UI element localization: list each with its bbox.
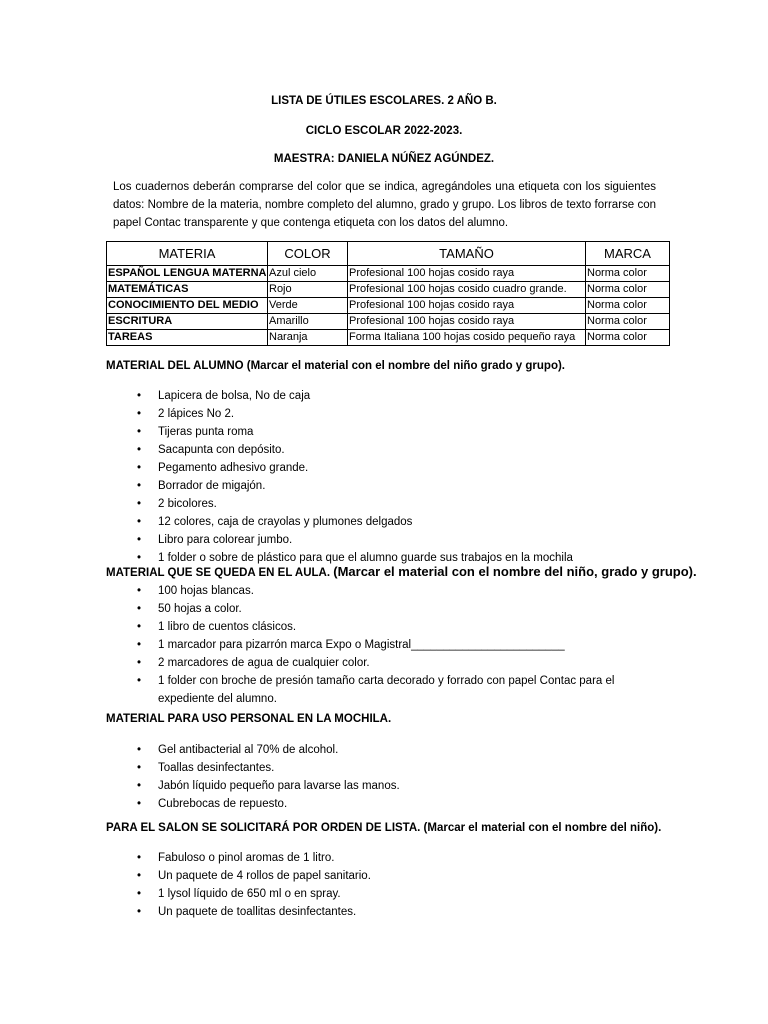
cell-color: Amarillo bbox=[268, 314, 348, 330]
list-item: • 2 lápices No 2. bbox=[134, 405, 628, 423]
bullet-icon: • bbox=[136, 426, 142, 438]
list-item: • 1 folder o sobre de plástico para que el alumno guarde sus trabajos en la mochila bbox=[134, 549, 628, 567]
bullet-icon: • bbox=[136, 603, 142, 615]
list-item: • Gel antibacterial al 70% de alcohol. bbox=[134, 741, 628, 759]
list-item: • Pegamento adhesivo grande. bbox=[134, 459, 628, 477]
cell-tamano: Profesional 100 hojas cosido raya bbox=[348, 314, 586, 330]
cell-tamano: Forma Italiana 100 hojas cosido pequeño raya bbox=[348, 330, 586, 346]
table-row bbox=[107, 314, 670, 330]
bullet-icon: • bbox=[136, 657, 142, 669]
list-item: • Fabuloso o pinol aromas de 1 litro. bbox=[134, 849, 628, 867]
bullet-icon: • bbox=[136, 444, 142, 456]
bullet-icon: • bbox=[136, 852, 142, 864]
bullet-icon: • bbox=[136, 480, 142, 492]
list-item: • Un paquete de 4 rollos de papel sanitario. bbox=[134, 867, 628, 885]
school-cycle: CICLO ESCOLAR 2022-2023. bbox=[305, 125, 463, 137]
list-item: • 2 marcadores de agua de cualquier color. bbox=[134, 654, 628, 672]
table-header-row bbox=[107, 242, 670, 266]
cell-marca: Norma color bbox=[586, 330, 670, 346]
bullet-icon: • bbox=[136, 798, 142, 810]
list-mochila bbox=[134, 741, 628, 813]
document-title: LISTA DE ÚTILES ESCOLARES. 2 AÑO B. bbox=[271, 95, 497, 107]
bullet-icon: • bbox=[136, 744, 142, 756]
list-item: • Toallas desinfectantes. bbox=[134, 759, 628, 777]
bullet-icon: • bbox=[136, 639, 142, 651]
cell-color: Rojo bbox=[268, 282, 348, 298]
cell-materia: CONOCIMIENTO DEL MEDIO bbox=[107, 298, 268, 314]
list-item: • Cubrebocas de repuesto. bbox=[134, 795, 628, 813]
cell-color: Verde bbox=[268, 298, 348, 314]
list-item: • 1 lysol líquido de 650 ml o en spray. bbox=[134, 885, 628, 903]
section-title-mochila: MATERIAL PARA USO PERSONAL EN LA MOCHILA. bbox=[106, 713, 392, 725]
list-aula bbox=[134, 582, 628, 708]
table-row bbox=[107, 298, 670, 314]
bullet-icon: • bbox=[136, 675, 142, 687]
cell-marca: Norma color bbox=[586, 282, 670, 298]
cell-marca: Norma color bbox=[586, 314, 670, 330]
bullet-icon: • bbox=[136, 621, 142, 633]
list-item: • 100 hojas blancas. bbox=[134, 582, 628, 600]
cell-marca: Norma color bbox=[586, 298, 670, 314]
bullet-icon: • bbox=[136, 552, 142, 564]
list-item: • Borrador de migajón. bbox=[134, 477, 628, 495]
list-item: • 1 libro de cuentos clásicos. bbox=[134, 618, 628, 636]
teacher-name: MAESTRA: DANIELA NÚÑEZ AGÚNDEZ. bbox=[273, 153, 495, 165]
table-row bbox=[107, 330, 670, 346]
intro-paragraph: Los cuadernos deberán comprarse del color que se indica, agregándoles una etiqueta con los siguientes datos: Nombre de la materia, nombre completo del alumno, grado y grupo. Los libros de texto forrarse con papel Contac transparente y que contenga etiqueta con los datos del alumno. bbox=[113, 181, 656, 229]
table-row bbox=[107, 266, 670, 282]
list-item: • 12 colores, caja de crayolas y plumones delgados bbox=[134, 513, 628, 531]
list-item: • 1 marcador para pizarrón marca Expo o Magistral________________________ bbox=[134, 636, 628, 654]
section-title-alumno: MATERIAL DEL ALUMNO (Marcar el material con el nombre del niño grado y grupo). bbox=[106, 360, 565, 372]
list-item: • Un paquete de toallitas desinfectantes. bbox=[134, 903, 628, 921]
list-item: • Sacapunta con depósito. bbox=[134, 441, 628, 459]
cell-color: Azul cielo bbox=[268, 266, 348, 282]
list-item: • 1 folder con broche de presión tamaño carta decorado y forrado con papel Contac para el expediente del alumno. bbox=[134, 672, 628, 708]
bullet-icon: • bbox=[136, 762, 142, 774]
bullet-icon: • bbox=[136, 870, 142, 882]
list-salon bbox=[134, 849, 628, 921]
bullet-icon: • bbox=[136, 888, 142, 900]
list-item: • Libro para colorear jumbo. bbox=[134, 531, 628, 549]
bullet-icon: • bbox=[136, 534, 142, 546]
cell-materia: ESCRITURA bbox=[107, 314, 268, 330]
list-item: • Tijeras punta roma bbox=[134, 423, 628, 441]
bullet-icon: • bbox=[136, 585, 142, 597]
bullet-icon: • bbox=[136, 462, 142, 474]
cell-tamano: Profesional 100 hojas cosido raya bbox=[348, 298, 586, 314]
cell-color: Naranja bbox=[268, 330, 348, 346]
bullet-icon: • bbox=[136, 516, 142, 528]
list-item: • Lapicera de bolsa, No de caja bbox=[134, 387, 628, 405]
bullet-icon: • bbox=[136, 390, 142, 402]
bullet-icon: • bbox=[136, 906, 142, 918]
list-item: • 50 hojas a color. bbox=[134, 600, 628, 618]
header-materia: MATERIA bbox=[107, 242, 268, 266]
cell-materia: ESPAÑOL LENGUA MATERNA bbox=[107, 266, 268, 282]
cell-tamano: Profesional 100 hojas cosido cuadro grande. bbox=[348, 282, 586, 298]
table-row bbox=[107, 282, 670, 298]
section-title-salon: PARA EL SALON SE SOLICITARÁ POR ORDEN DE LISTA. (Marcar el material con el nombre del niño). bbox=[106, 822, 662, 834]
bullet-icon: • bbox=[136, 498, 142, 510]
header-tamano: TAMAÑO bbox=[348, 242, 586, 266]
header-marca: MARCA bbox=[586, 242, 670, 266]
bullet-icon: • bbox=[136, 408, 142, 420]
bullet-icon: • bbox=[136, 780, 142, 792]
cell-tamano: Profesional 100 hojas cosido raya bbox=[348, 266, 586, 282]
cell-materia: MATEMÁTICAS bbox=[107, 282, 268, 298]
notebooks-table bbox=[106, 241, 670, 346]
list-item: • 2 bicolores. bbox=[134, 495, 628, 513]
list-item: • Jabón líquido pequeño para lavarse las manos. bbox=[134, 777, 628, 795]
cell-marca: Norma color bbox=[586, 266, 670, 282]
list-alumno bbox=[134, 387, 628, 567]
cell-materia: TAREAS bbox=[107, 330, 268, 346]
section-title-aula: MATERIAL QUE SE QUEDA EN EL AULA. (Marcar el material con el nombre del niño, grado y grupo). bbox=[106, 564, 697, 579]
header-color: COLOR bbox=[268, 242, 348, 266]
